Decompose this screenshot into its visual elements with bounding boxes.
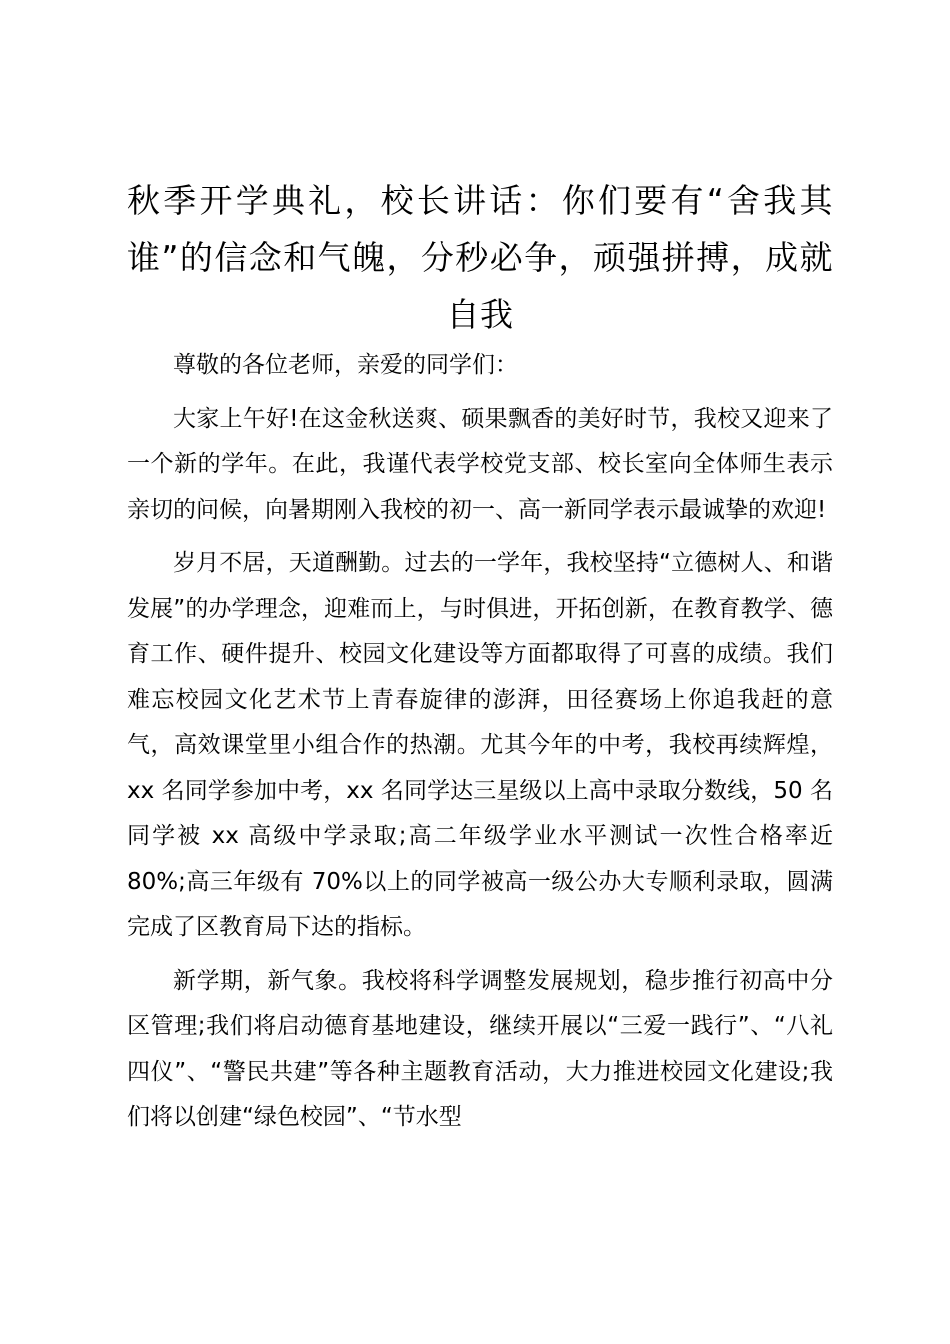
greeting-paragraph: 尊敬的各位老师，亲爱的同学们： [173,352,518,378]
document-title: 秋季开学典礼，校长讲话：你们要有“舍我其谁”的信念和气魄，分秒必争，顽强拼搏，成就自我 [127,181,833,334]
document-page [127,172,833,1149]
document-body [127,343,833,1141]
achievements-paragraph: 岁月不居，天道酬勤。过去的一学年，我校坚持“立德树人、和谐发展”的办学理念，迎难而上，与时俱进，开拓创新，在教育教学、德育工作、硬件提升、校园文化建设等方面都取得了可喜的成绩。我们难忘校园文化艺术节上青春旋律的澎湃，田径赛场上你追我赶的意气，高效课堂里小组合作的热潮。尤其今年的中考，我校再续辉煌，xx 名同学参加中考，xx 名同学达三星级以上高中录取分数线，50 名同学被 xx 高级中学录取;高二年级学业水平测试一次性合格率近 80%;高三年级有 70%以上的同学被高一级公办大专顺利录取，圆满完成了区教育局下达的指标。 [127,550,833,940]
welcome-paragraph: 大家上午好!在这金秋送爽、硕果飘香的美好时节，我校又迎来了一个新的学年。在此，我谨代表学校党支部、校长室向全体师生表示亲切的问候，向暑期刚入我校的初一、高一新同学表示最诚挚的欢迎! [127,405,833,523]
new-semester-paragraph: 新学期，新气象。我校将科学调整发展规划，稳步推行初高中分区管理;我们将启动德育基地建设，继续开展以“三爱一践行”、“八礼四仪”、“警民共建”等各种主题教育活动，大力推进校园文化建设;我们将以创建“绿色校园”、“节水型 [127,967,833,1130]
